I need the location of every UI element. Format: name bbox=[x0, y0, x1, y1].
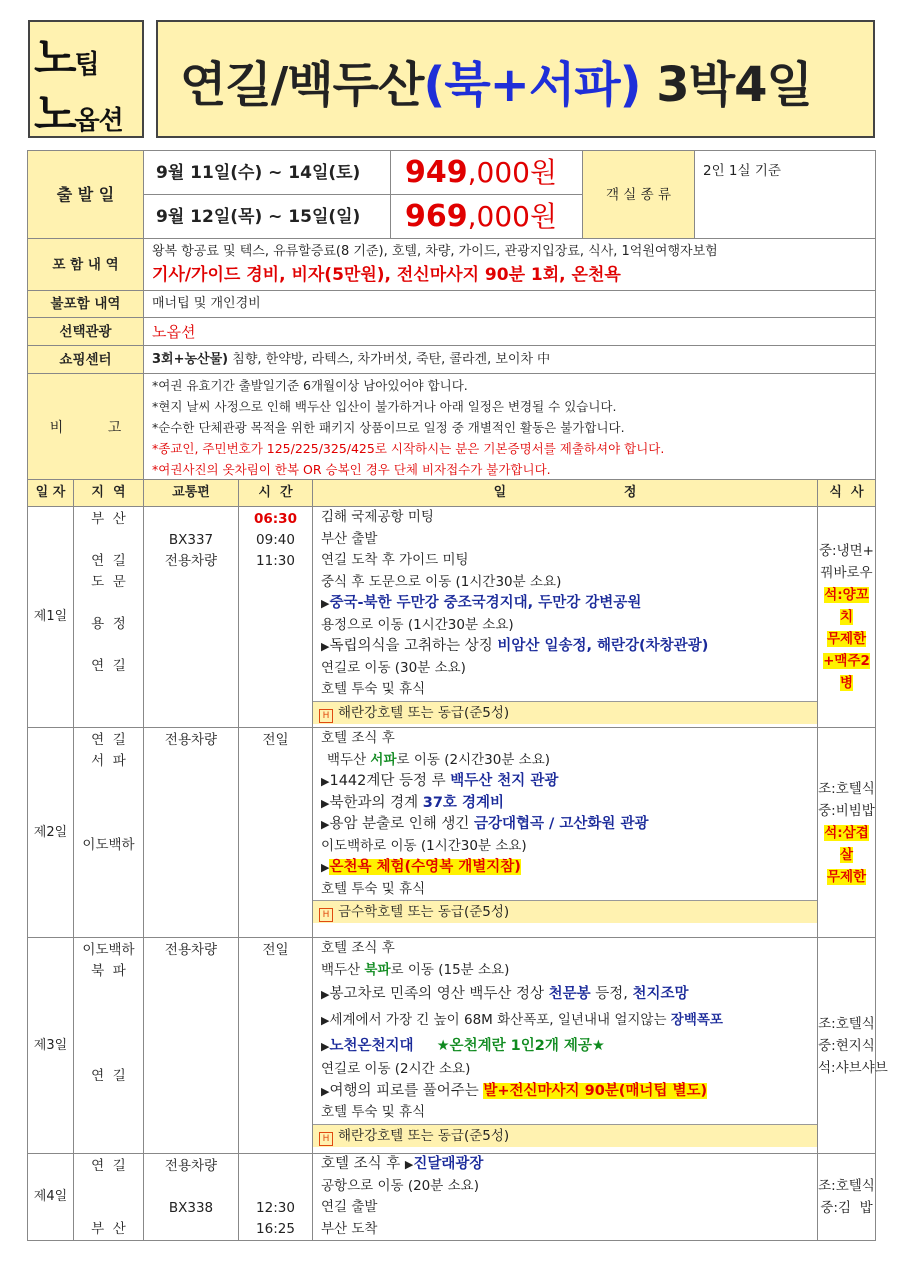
itinerary-item: 공항으로 이동 (20분 소요) bbox=[321, 1177, 479, 1194]
day4-times bbox=[239, 1154, 313, 1241]
itinerary-highlight: 온천욕 체험(수영복 개별지참) bbox=[329, 859, 521, 875]
header-transport: 교통편 bbox=[144, 480, 239, 507]
region: 연 길 bbox=[91, 732, 126, 748]
time: 12:30 bbox=[256, 1200, 295, 1216]
itinerary-item bbox=[313, 1154, 817, 1176]
hotel-row bbox=[313, 701, 817, 724]
transport: 전용차량 bbox=[164, 732, 218, 748]
day4-itinerary bbox=[313, 1154, 818, 1241]
region bbox=[74, 530, 143, 551]
itinerary-item bbox=[313, 1081, 817, 1103]
hotel-icon: H bbox=[319, 1132, 333, 1146]
notes-label: 비 고 bbox=[28, 374, 144, 482]
notes-value bbox=[144, 374, 876, 482]
region bbox=[74, 1177, 143, 1198]
hotel-name: 금수학호텔 또는 동급(준5성) bbox=[338, 904, 510, 920]
transport: BX338 bbox=[168, 1200, 214, 1216]
day-row-1 bbox=[28, 507, 876, 728]
transport: BX337 bbox=[168, 532, 214, 548]
arrow-icon: ▶ bbox=[321, 796, 330, 810]
itinerary-highlight: 금강대협곡 / 고산화원 관광 bbox=[473, 816, 649, 832]
day3-meals bbox=[818, 938, 888, 1154]
header-region: 지 역 bbox=[74, 480, 144, 507]
logo-option: 옵션 bbox=[74, 106, 123, 136]
time bbox=[239, 1177, 312, 1198]
meal-special: 석:양꼬치 bbox=[824, 587, 869, 625]
itinerary-item bbox=[313, 960, 817, 982]
region: 서 파 bbox=[91, 753, 126, 769]
arrow-icon: ▶ bbox=[321, 818, 330, 831]
itinerary-text: 용암 분출로 인해 생긴 bbox=[329, 816, 474, 832]
region bbox=[74, 772, 143, 793]
note-2: *현지 날씨 사정으로 인해 백두산 입산이 불가하거나 아래 일정은 변경될 수 있습니다. bbox=[152, 399, 617, 414]
itinerary-item: 용정으로 이동 (1시간30분 소요) bbox=[321, 616, 514, 633]
day4-transport bbox=[144, 1154, 239, 1241]
header-time: 시 간 bbox=[239, 480, 313, 507]
itinerary-highlight: 37호 경계비 bbox=[422, 794, 504, 811]
excluded-value: 매너팁 및 개인경비 bbox=[144, 291, 876, 318]
excluded-label: 불포함 내역 bbox=[28, 291, 144, 318]
included-line-1: 왕복 항공료 및 텍스, 유류할증료(8 기준), 호텔, 차량, 가이드, 관광지입장료, 식사, 1억원여행자보험 bbox=[152, 243, 718, 259]
itinerary-highlight: 천지조망 bbox=[632, 986, 689, 1002]
region: 연 길 bbox=[91, 658, 126, 674]
region bbox=[74, 982, 143, 1003]
itinerary-item: 부산 출발 bbox=[321, 530, 378, 547]
note-5: *여권사진의 옷차림이 한복 OR 승복인 경우 단체 비자접수가 불가합니다. bbox=[152, 462, 551, 477]
itinerary-item: 호텔 조식 후 bbox=[321, 940, 395, 956]
day-row-2 bbox=[28, 728, 876, 938]
arrow-icon: ▶ bbox=[321, 1084, 330, 1098]
meal-special: 무제한 bbox=[826, 631, 867, 647]
logo-no-1: 노 bbox=[34, 33, 75, 84]
itinerary-text: 북한과의 경계 bbox=[329, 794, 423, 811]
region: 부 산 bbox=[91, 511, 126, 527]
itinerary-item bbox=[313, 857, 817, 879]
itinerary-item bbox=[313, 793, 817, 815]
time: 전일 bbox=[262, 732, 289, 748]
itinerary-text: 봉고차로 민족의 영산 백두산 정상 bbox=[329, 986, 549, 1002]
arrow-icon: ▶ bbox=[321, 775, 330, 788]
date-range-1: 9월 11일(수) ~ 14일(토) bbox=[144, 151, 391, 195]
itinerary-text: 여행의 피로를 풀어주는 bbox=[329, 1082, 484, 1099]
itinerary-highlight: 북파 bbox=[364, 961, 391, 978]
itinerary-highlight: 진달래광장 bbox=[413, 1156, 484, 1172]
note-1: *여권 유효기간 출발일기준 6개월이상 남아있어야 합니다. bbox=[152, 378, 468, 393]
arrow-icon: ▶ bbox=[321, 1014, 330, 1027]
day3-itinerary bbox=[313, 938, 818, 1154]
schedule-table bbox=[27, 479, 888, 1241]
time bbox=[239, 1156, 312, 1177]
price-1 bbox=[391, 151, 583, 195]
itinerary-text: 호텔 조식 후 bbox=[321, 1156, 405, 1172]
price-1-rest: ,000원 bbox=[467, 155, 558, 189]
itinerary-highlight: 비암산 일송정, 해란강(차창관광) bbox=[497, 638, 709, 654]
itinerary-highlight: 백두산 천지 관광 bbox=[450, 773, 559, 789]
region bbox=[74, 635, 143, 656]
itinerary-item: 연길 출발 bbox=[321, 1199, 378, 1215]
itinerary-highlight: 중국-북한 두만강 중조국경지대, 두만강 강변공원 bbox=[329, 595, 642, 611]
meal: 조:호텔식 bbox=[818, 1178, 875, 1194]
room-value: 2인 1실 기준 bbox=[695, 151, 876, 239]
optional-label: 선택관광 bbox=[28, 318, 144, 346]
arrow-icon: ▶ bbox=[404, 1158, 414, 1171]
day-row-3 bbox=[28, 938, 876, 1154]
region bbox=[74, 1198, 143, 1219]
price-2-main: 969 bbox=[405, 198, 468, 234]
region bbox=[74, 814, 143, 835]
time: 전일 bbox=[262, 942, 289, 958]
title-box bbox=[156, 20, 875, 138]
meal-special: 석:삼겹살 bbox=[824, 824, 869, 863]
itinerary-highlight: 천문봉 bbox=[548, 986, 591, 1002]
included-value bbox=[144, 239, 876, 291]
itinerary-item: 부산 도착 bbox=[321, 1220, 378, 1237]
hotel-row bbox=[313, 900, 817, 923]
region: 연 길 bbox=[91, 553, 126, 569]
itinerary-text: 로 이동 (15분 소요) bbox=[390, 961, 510, 978]
region bbox=[74, 1003, 143, 1024]
transport: 전용차량 bbox=[164, 1158, 218, 1174]
itinerary-text: 등정, bbox=[590, 986, 633, 1002]
region: 도 문 bbox=[91, 574, 126, 590]
itinerary-item bbox=[313, 750, 817, 772]
itinerary-item: 중식 후 도문으로 이동 (1시간30분 소요) bbox=[321, 573, 562, 590]
region: 북 파 bbox=[91, 963, 126, 979]
region bbox=[74, 593, 143, 614]
day2-times bbox=[239, 728, 313, 938]
meal: 중:냉면+ bbox=[819, 543, 874, 559]
region: 이도백하 bbox=[82, 942, 135, 958]
page-title bbox=[180, 46, 812, 115]
logo-line-1 bbox=[34, 22, 99, 86]
itinerary-item bbox=[313, 771, 817, 793]
meal-special: 무제한 bbox=[826, 868, 867, 885]
included-line-2: 기사/가이드 경비, 비자(5만원), 전신마사지 90분 1회, 온천욕 bbox=[152, 264, 621, 285]
region bbox=[74, 793, 143, 814]
price-2 bbox=[391, 195, 583, 239]
shopping-items: 침향, 한약방, 라텍스, 차가버섯, 죽탄, 콜라겐, 보이차 中 bbox=[228, 351, 551, 367]
day3-times bbox=[239, 938, 313, 1154]
hotel-icon: H bbox=[319, 908, 333, 922]
meal: 중:비빔밥 bbox=[818, 802, 875, 819]
title-tail: 3박4일 bbox=[656, 57, 812, 113]
title-paren: (북+서파) bbox=[423, 57, 641, 113]
transport: 전용차량 bbox=[164, 553, 218, 569]
arrow-icon: ▶ bbox=[321, 597, 330, 610]
region bbox=[74, 1024, 143, 1045]
price-2-rest: ,000원 bbox=[467, 199, 558, 233]
time: 11:30 bbox=[256, 553, 295, 569]
meal: 조:호텔식 bbox=[818, 1015, 875, 1032]
itinerary-item: 연길 도착 후 가이드 미팅 bbox=[321, 552, 469, 568]
region: 용 정 bbox=[91, 616, 126, 632]
logo-no-2: 노 bbox=[34, 89, 75, 140]
hotel-row bbox=[313, 1124, 817, 1147]
day-label-3: 제3일 bbox=[28, 938, 74, 1154]
itinerary-item: 연길로 이동 (2시간 소요) bbox=[321, 1061, 471, 1077]
included-label: 포 함 내 역 bbox=[28, 239, 144, 291]
itinerary-highlight: 장백폭포 bbox=[670, 1012, 723, 1028]
day1-times bbox=[239, 507, 313, 728]
logo-tip: 팁 bbox=[74, 50, 99, 80]
region: 이도백하 bbox=[82, 837, 135, 853]
itinerary-text: 1442계단 등정 루 bbox=[329, 773, 451, 789]
itinerary-text: 로 이동 (2시간30분 소요) bbox=[396, 751, 551, 768]
day2-regions bbox=[74, 728, 144, 938]
optional-value: 노옵션 bbox=[144, 318, 876, 346]
time: 06:30 bbox=[254, 511, 297, 527]
itinerary-highlight: ★온천계란 1인2개 제공★ bbox=[436, 1038, 605, 1054]
meal: 중:현지식 bbox=[818, 1037, 875, 1054]
day1-regions bbox=[74, 507, 144, 728]
itinerary-item: 이도백하로 이동 (1시간30분 소요) bbox=[321, 837, 527, 854]
day2-transport bbox=[144, 728, 239, 938]
date-range-2: 9월 12일(목) ~ 15일(일) bbox=[144, 195, 391, 239]
itinerary-highlight: 노천온천지대 bbox=[329, 1038, 414, 1054]
shopping-value bbox=[144, 346, 876, 374]
day-label-4: 제4일 bbox=[28, 1154, 74, 1241]
itinerary-text: 독립의식을 고취하는 상징 bbox=[329, 638, 498, 654]
day-row-4 bbox=[28, 1154, 876, 1241]
day1-meals bbox=[818, 507, 876, 728]
region: 연 길 bbox=[91, 1158, 126, 1174]
time: 16:25 bbox=[256, 1221, 295, 1237]
shopping-count: 3회+농산물) bbox=[152, 351, 229, 367]
itinerary-item: 호텔 투숙 및 휴식 bbox=[321, 1104, 426, 1120]
arrow-icon: ▶ bbox=[321, 1040, 330, 1053]
itinerary-item: 연길로 이동 (30분 소요) bbox=[321, 659, 466, 676]
itinerary-text: 세계에서 가장 긴 높이 68M 화산폭포, 일년내내 얼지않는 bbox=[329, 1012, 671, 1028]
itinerary-highlight: 발+전신마사지 90분(매너팁 별도) bbox=[483, 1082, 708, 1099]
itinerary-item bbox=[313, 1007, 817, 1033]
note-3: *순수한 단체관광 목적을 위한 패키지 상품이므로 일정 중 개별적인 활동은 불가합니다. bbox=[152, 420, 625, 435]
note-4: *종교인, 주민번호가 125/225/325/425로 시작하시는 분은 기본증명서를 제출하셔야 합니다. bbox=[152, 441, 665, 456]
shopping-label: 쇼핑센터 bbox=[28, 346, 144, 374]
transport: 전용차량 bbox=[164, 942, 218, 958]
arrow-icon: ▶ bbox=[321, 640, 330, 653]
region bbox=[74, 1045, 143, 1066]
arrow-icon: ▶ bbox=[321, 861, 330, 874]
day4-regions bbox=[74, 1154, 144, 1241]
meal: 꿔바로우 bbox=[820, 565, 873, 581]
day1-itinerary bbox=[313, 507, 818, 728]
meal: 조:호텔식 bbox=[818, 780, 875, 797]
day2-itinerary bbox=[313, 728, 818, 938]
arrow-icon: ▶ bbox=[321, 988, 330, 1001]
itinerary-item bbox=[313, 814, 817, 836]
itinerary-item: 호텔 투숙 및 휴식 bbox=[321, 681, 426, 697]
itinerary-item bbox=[313, 636, 817, 658]
day-label-2: 제2일 bbox=[28, 728, 74, 938]
region: 연 길 bbox=[91, 1068, 126, 1084]
header-meal: 식 사 bbox=[818, 480, 876, 507]
itinerary-item: 김해 국제공항 미팅 bbox=[321, 509, 434, 525]
meal-special: +맥주2병 bbox=[823, 653, 870, 691]
day4-meals bbox=[818, 1154, 876, 1241]
day3-regions bbox=[74, 938, 144, 1154]
itinerary-item: 호텔 투숙 및 휴식 bbox=[321, 880, 426, 897]
itinerary-text: 백두산 bbox=[321, 961, 365, 978]
header-day: 일 자 bbox=[28, 480, 74, 507]
departure-label: 출 발 일 bbox=[28, 151, 144, 239]
itinerary-item bbox=[313, 981, 817, 1007]
day3-transport bbox=[144, 938, 239, 1154]
meal: 중:김 밥 bbox=[820, 1200, 873, 1216]
region: 부 산 bbox=[91, 1221, 126, 1237]
itinerary-item bbox=[313, 593, 817, 615]
logo-line-2 bbox=[34, 78, 123, 142]
logo-box bbox=[28, 20, 144, 138]
day2-meals bbox=[818, 728, 876, 938]
header-itinerary: 일 정 bbox=[313, 480, 818, 507]
hotel-icon: H bbox=[319, 709, 333, 723]
time: 09:40 bbox=[256, 532, 295, 548]
hotel-name: 해란강호텔 또는 동급(준5성) bbox=[338, 704, 510, 721]
title-main: 연길/백두산 bbox=[180, 57, 424, 113]
itinerary-text: 백두산 bbox=[327, 751, 371, 768]
itinerary-highlight: 서파 bbox=[370, 751, 397, 768]
day-label-1: 제1일 bbox=[28, 507, 74, 728]
price-1-main: 949 bbox=[405, 154, 468, 190]
itinerary-item: 호텔 조식 후 bbox=[321, 730, 395, 746]
transport bbox=[144, 509, 238, 530]
meal: 석:샤브샤브 bbox=[818, 1059, 888, 1076]
itinerary-item bbox=[313, 1033, 817, 1059]
info-table bbox=[27, 150, 876, 482]
hotel-name: 해란강호텔 또는 동급(준5성) bbox=[338, 1127, 510, 1144]
room-label: 객 실 종 류 bbox=[583, 151, 695, 239]
transport bbox=[144, 1177, 238, 1198]
day1-transport bbox=[144, 507, 239, 728]
